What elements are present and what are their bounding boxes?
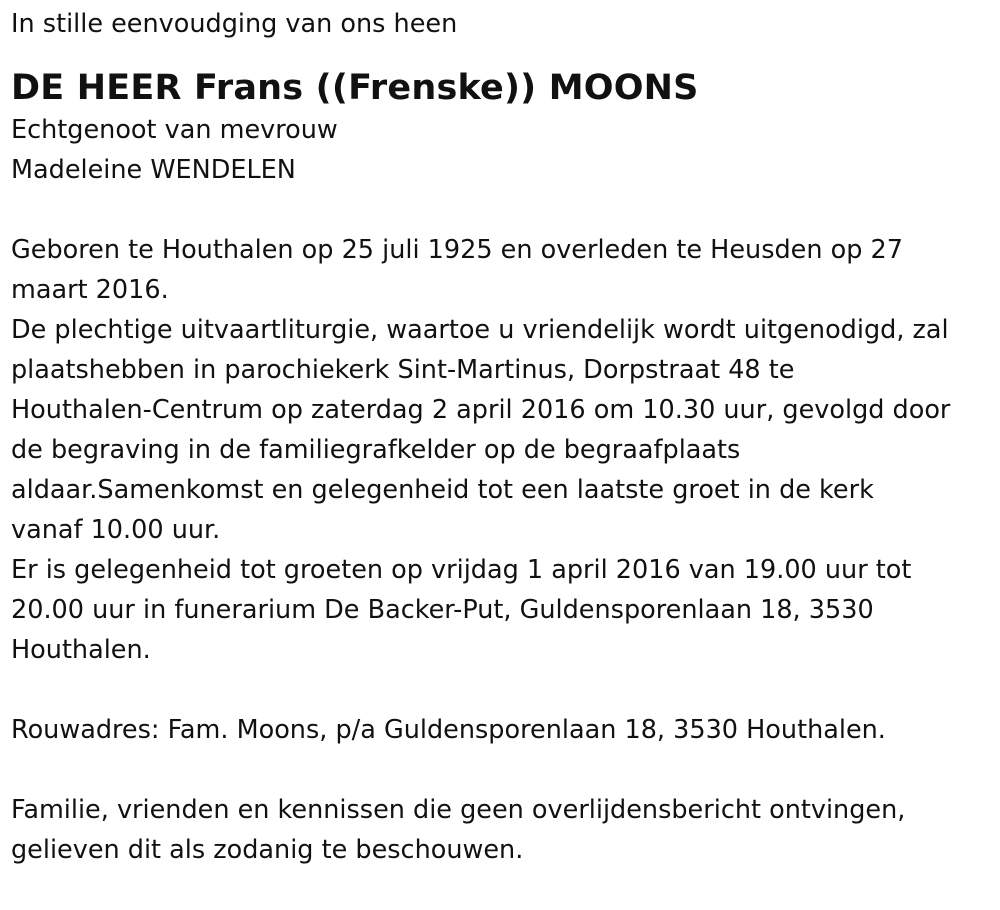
funeral-line: plaatshebben in parochiekerk Sint-Martinus, Dorpstraat 48 te [11,355,795,385]
spacer [11,750,990,790]
details-block [11,230,990,670]
spouse-line: Echtgenoot van mevrouw [11,115,338,145]
intro-line: In stille eenvoudging van ons heen [11,9,458,39]
visitation-line: Houthalen. [11,635,151,665]
funeral-line: Houthalen-Centrum op zaterdag 2 april 2016 om 10.30 uur, gevolgd door [11,395,951,425]
visitation-line: 20.00 uur in funerarium De Backer-Put, Guldensporenlaan 18, 3530 [11,595,874,625]
funeral-line: de begraving in de familiegrafkelder op de begraafplaats [11,435,741,465]
closing-block [11,790,990,870]
visitation-line: Er is gelegenheid tot groeten op vrijdag 1 april 2016 van 19.00 uur tot [11,555,912,585]
spacer [11,670,990,710]
spacer [11,190,990,230]
birth-death-line: maart 2016. [11,275,169,305]
deceased-name: DE HEER Frans ((Frenske)) MOONS [11,68,699,108]
mourning-address: Rouwadres: Fam. Moons, p/a Guldensporenlaan 18, 3530 Houthalen. [11,715,886,745]
funeral-line: De plechtige uitvaartliturgie, waartoe u vriendelijk wordt uitgenodigd, zal [11,315,949,345]
closing-line: Familie, vrienden en kennissen die geen overlijdensbericht ontvingen, [11,795,906,825]
closing-line: gelieven dit als zodanig te beschouwen. [11,835,524,865]
birth-death-line: Geboren te Houthalen op 25 juli 1925 en overleden te Heusden op 27 [11,235,903,265]
funeral-line: aldaar.Samenkomst en gelegenheid tot een laatste groet in de kerk [11,475,874,505]
spouse-block [11,110,990,190]
spouse-name: Madeleine WENDELEN [11,155,296,185]
funeral-line: vanaf 10.00 uur. [11,515,221,545]
